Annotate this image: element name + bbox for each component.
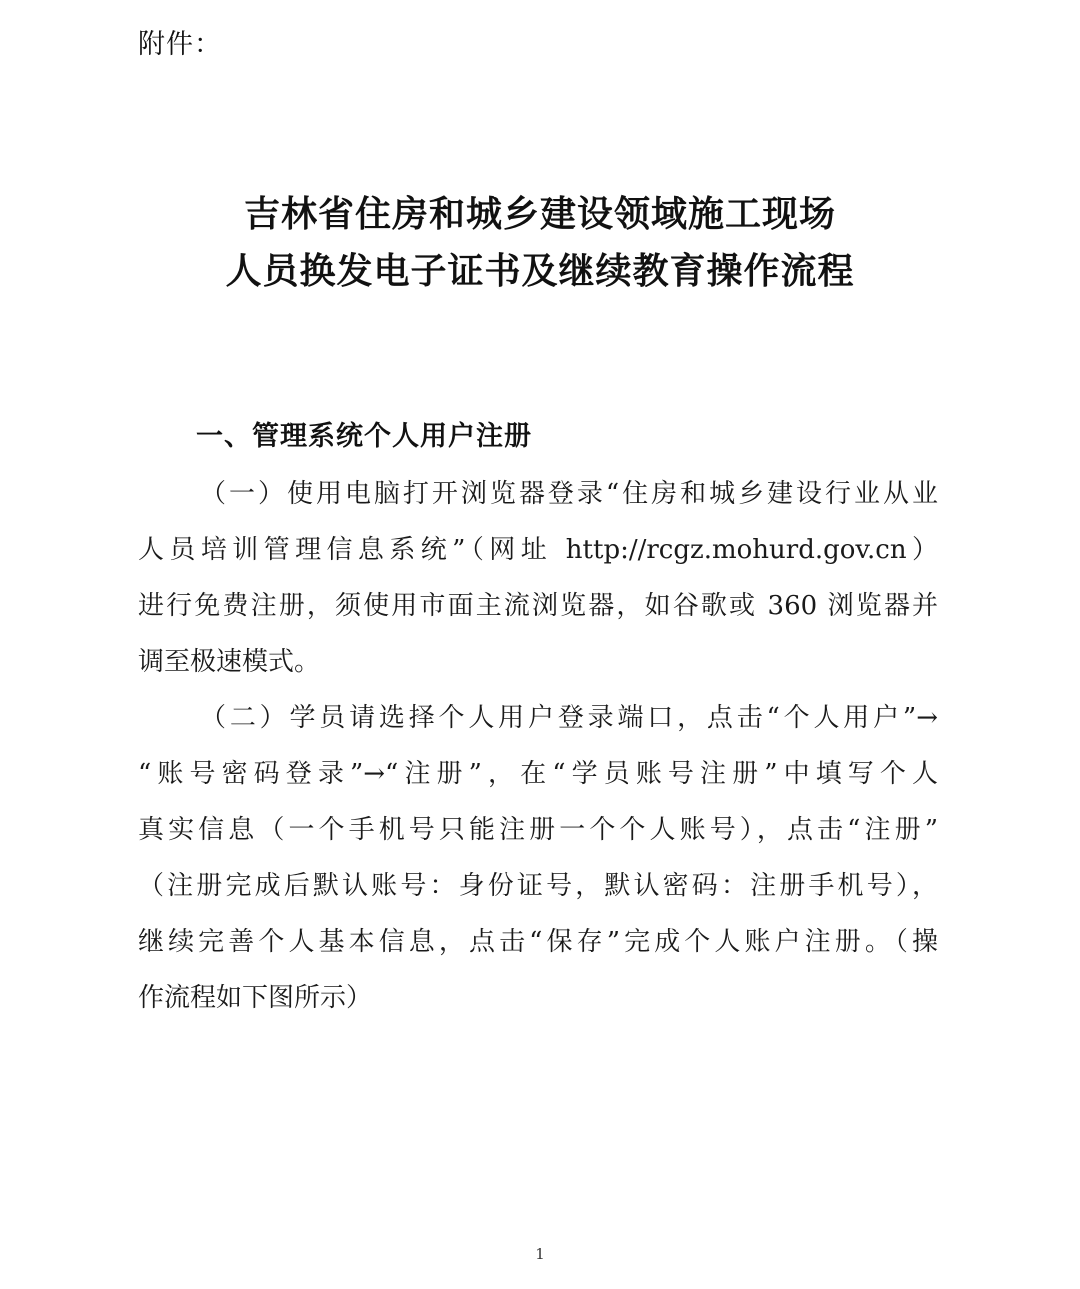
paragraph-line: 人员培训管理信息系统”（网址 http://rcgz.mohurd.gov.cn） xyxy=(138,535,938,565)
attachment-label: 附件： xyxy=(138,29,222,60)
paragraph-line: （一）使用电脑打开浏览器登录“住房和城乡建设行业从业 xyxy=(200,479,938,509)
page-number: 1 xyxy=(535,1245,545,1263)
section-heading: 一、管理系统个人用户注册 xyxy=(196,421,532,452)
paragraph-line: 真实信息（一个手机号只能注册一个个人账号），点击“注册” xyxy=(138,815,938,845)
paragraph-line: 继续完善个人基本信息，点击“保存”完成个人账户注册。（操 xyxy=(138,927,938,957)
paragraph-line: （注册完成后默认账号：身份证号，默认密码：注册手机号）， xyxy=(138,871,938,901)
paragraph-line: （二）学员请选择个人用户登录端口，点击“个人用户”→ xyxy=(200,703,938,733)
paragraph-line: “账号密码登录”→“注册”，在“学员账号注册”中填写个人 xyxy=(138,759,938,789)
paragraph-line: 调至极速模式。 xyxy=(138,647,321,677)
document-title-line-2: 人员换发电子证书及继续教育操作流程 xyxy=(225,251,855,292)
paragraph-line: 作流程如下图所示） xyxy=(138,983,373,1013)
document-title-line-1: 吉林省住房和城乡建设领域施工现场 xyxy=(243,194,836,235)
paragraph-line: 进行免费注册，须使用市面主流浏览器，如谷歌或 360 浏览器并 xyxy=(138,591,938,621)
